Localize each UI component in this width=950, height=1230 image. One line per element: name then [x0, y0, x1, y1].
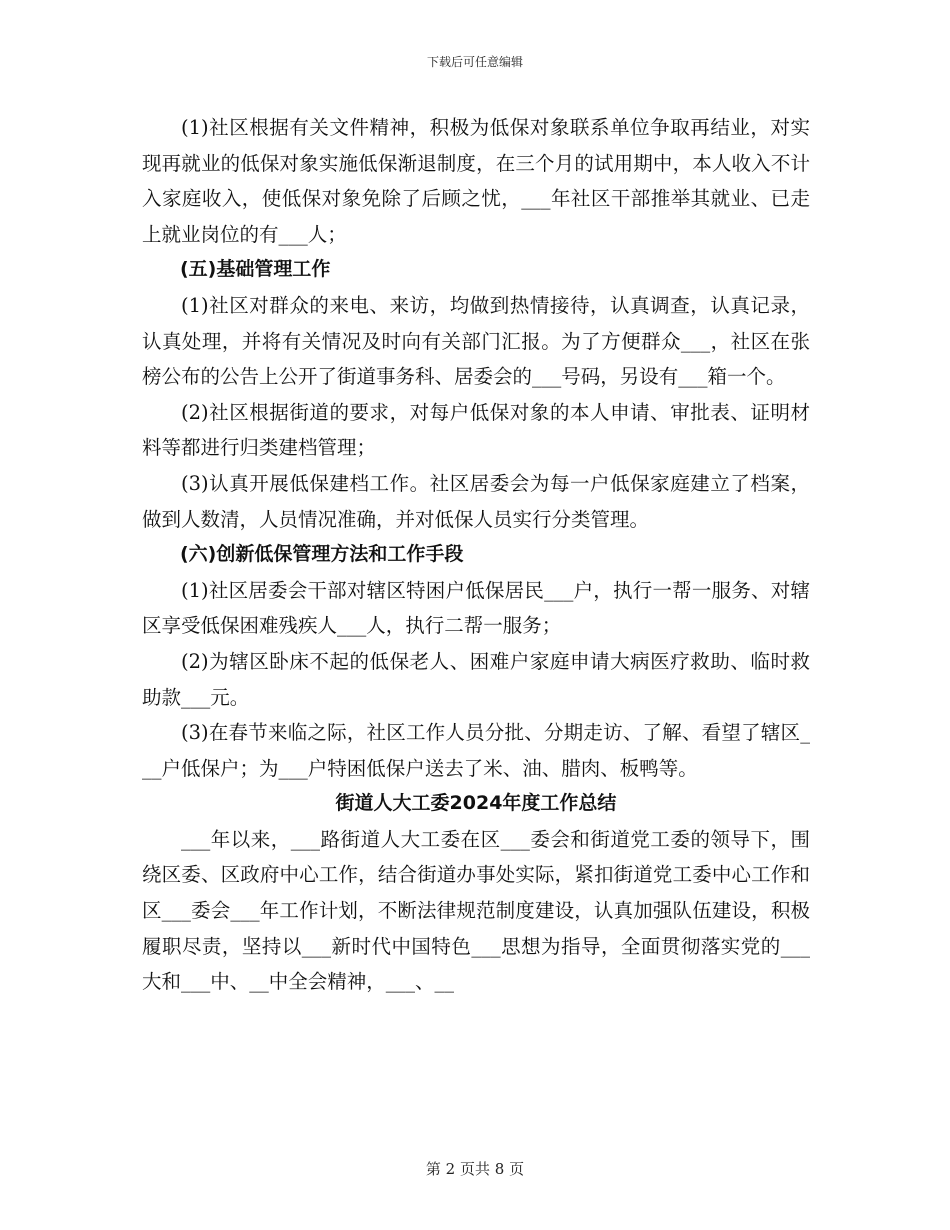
- page-footer: 第 2 页共 8 页: [425, 1160, 525, 1178]
- paragraph: (3)在春节来临之际，社区工作人员分批、分期走访、了解、看望了辖区___户低保户；为___户特困低保户送去了米、油、腊肉、板鸭等。: [142, 721, 810, 780]
- document-title: 街道人大工委2024年度工作总结: [335, 792, 617, 815]
- paragraph: ___年以来，___路街道人大工委在区___委会和街道党工委的领导下，围绕区委、区政府中心工作，结合街道办事处实际，紧扣街道党工委中心工作和区___委会___年工作计划，不断法律规范制度建设，认真加强队伍建设，积极履职尽责，坚持以___新时代中国特色___思想为指导，全面贯彻落实党的___大和___中、__中全会精神，___、__: [142, 827, 810, 994]
- section-heading: (五)基础管理工作: [180, 258, 331, 281]
- paragraph: (3)认真开展低保建档工作。社区居委会为每一户低保家庭建立了档案，做到人数清，人员情况准确，并对低保人员实行分类管理。: [142, 471, 810, 531]
- paragraph: (1)社区对群众的来电、来访，均做到热情接待，认真调查，认真记录，认真处理，并将有关情况及时向有关部门汇报。为了方便群众___，社区在张榜公布的公告上公开了街道事务科、居委会的___号码，另设有___箱一个。: [142, 293, 810, 389]
- paragraph: (2)社区根据街道的要求，对每户低保对象的本人申请、审批表、证明材料等都进行归类建档管理；: [142, 400, 810, 460]
- section-heading: (六)创新低保管理方法和工作手段: [180, 543, 464, 566]
- paragraph: (2)为辖区卧床不起的低保老人、困难户家庭申请大病医疗救助、临时救助款___元。: [142, 649, 810, 709]
- page-header: 下载后可任意编辑: [426, 55, 523, 69]
- document-body: [142, 110, 810, 1000]
- paragraph: (1)社区居委会干部对辖区特困户低保居民___户，执行一帮一服务、对辖区享受低保困难残疾人___人，执行二帮一服务；: [142, 578, 810, 638]
- paragraph: (1)社区根据有关文件精神，积极为低保对象联系单位争取再结业，对实现再就业的低保对象实施低保渐退制度，在三个月的试用期中，本人收入不计入家庭收入，使低保对象免除了后顾之忧，___年社区干部推举其就业、已走上就业岗位的有___人；: [142, 116, 810, 246]
